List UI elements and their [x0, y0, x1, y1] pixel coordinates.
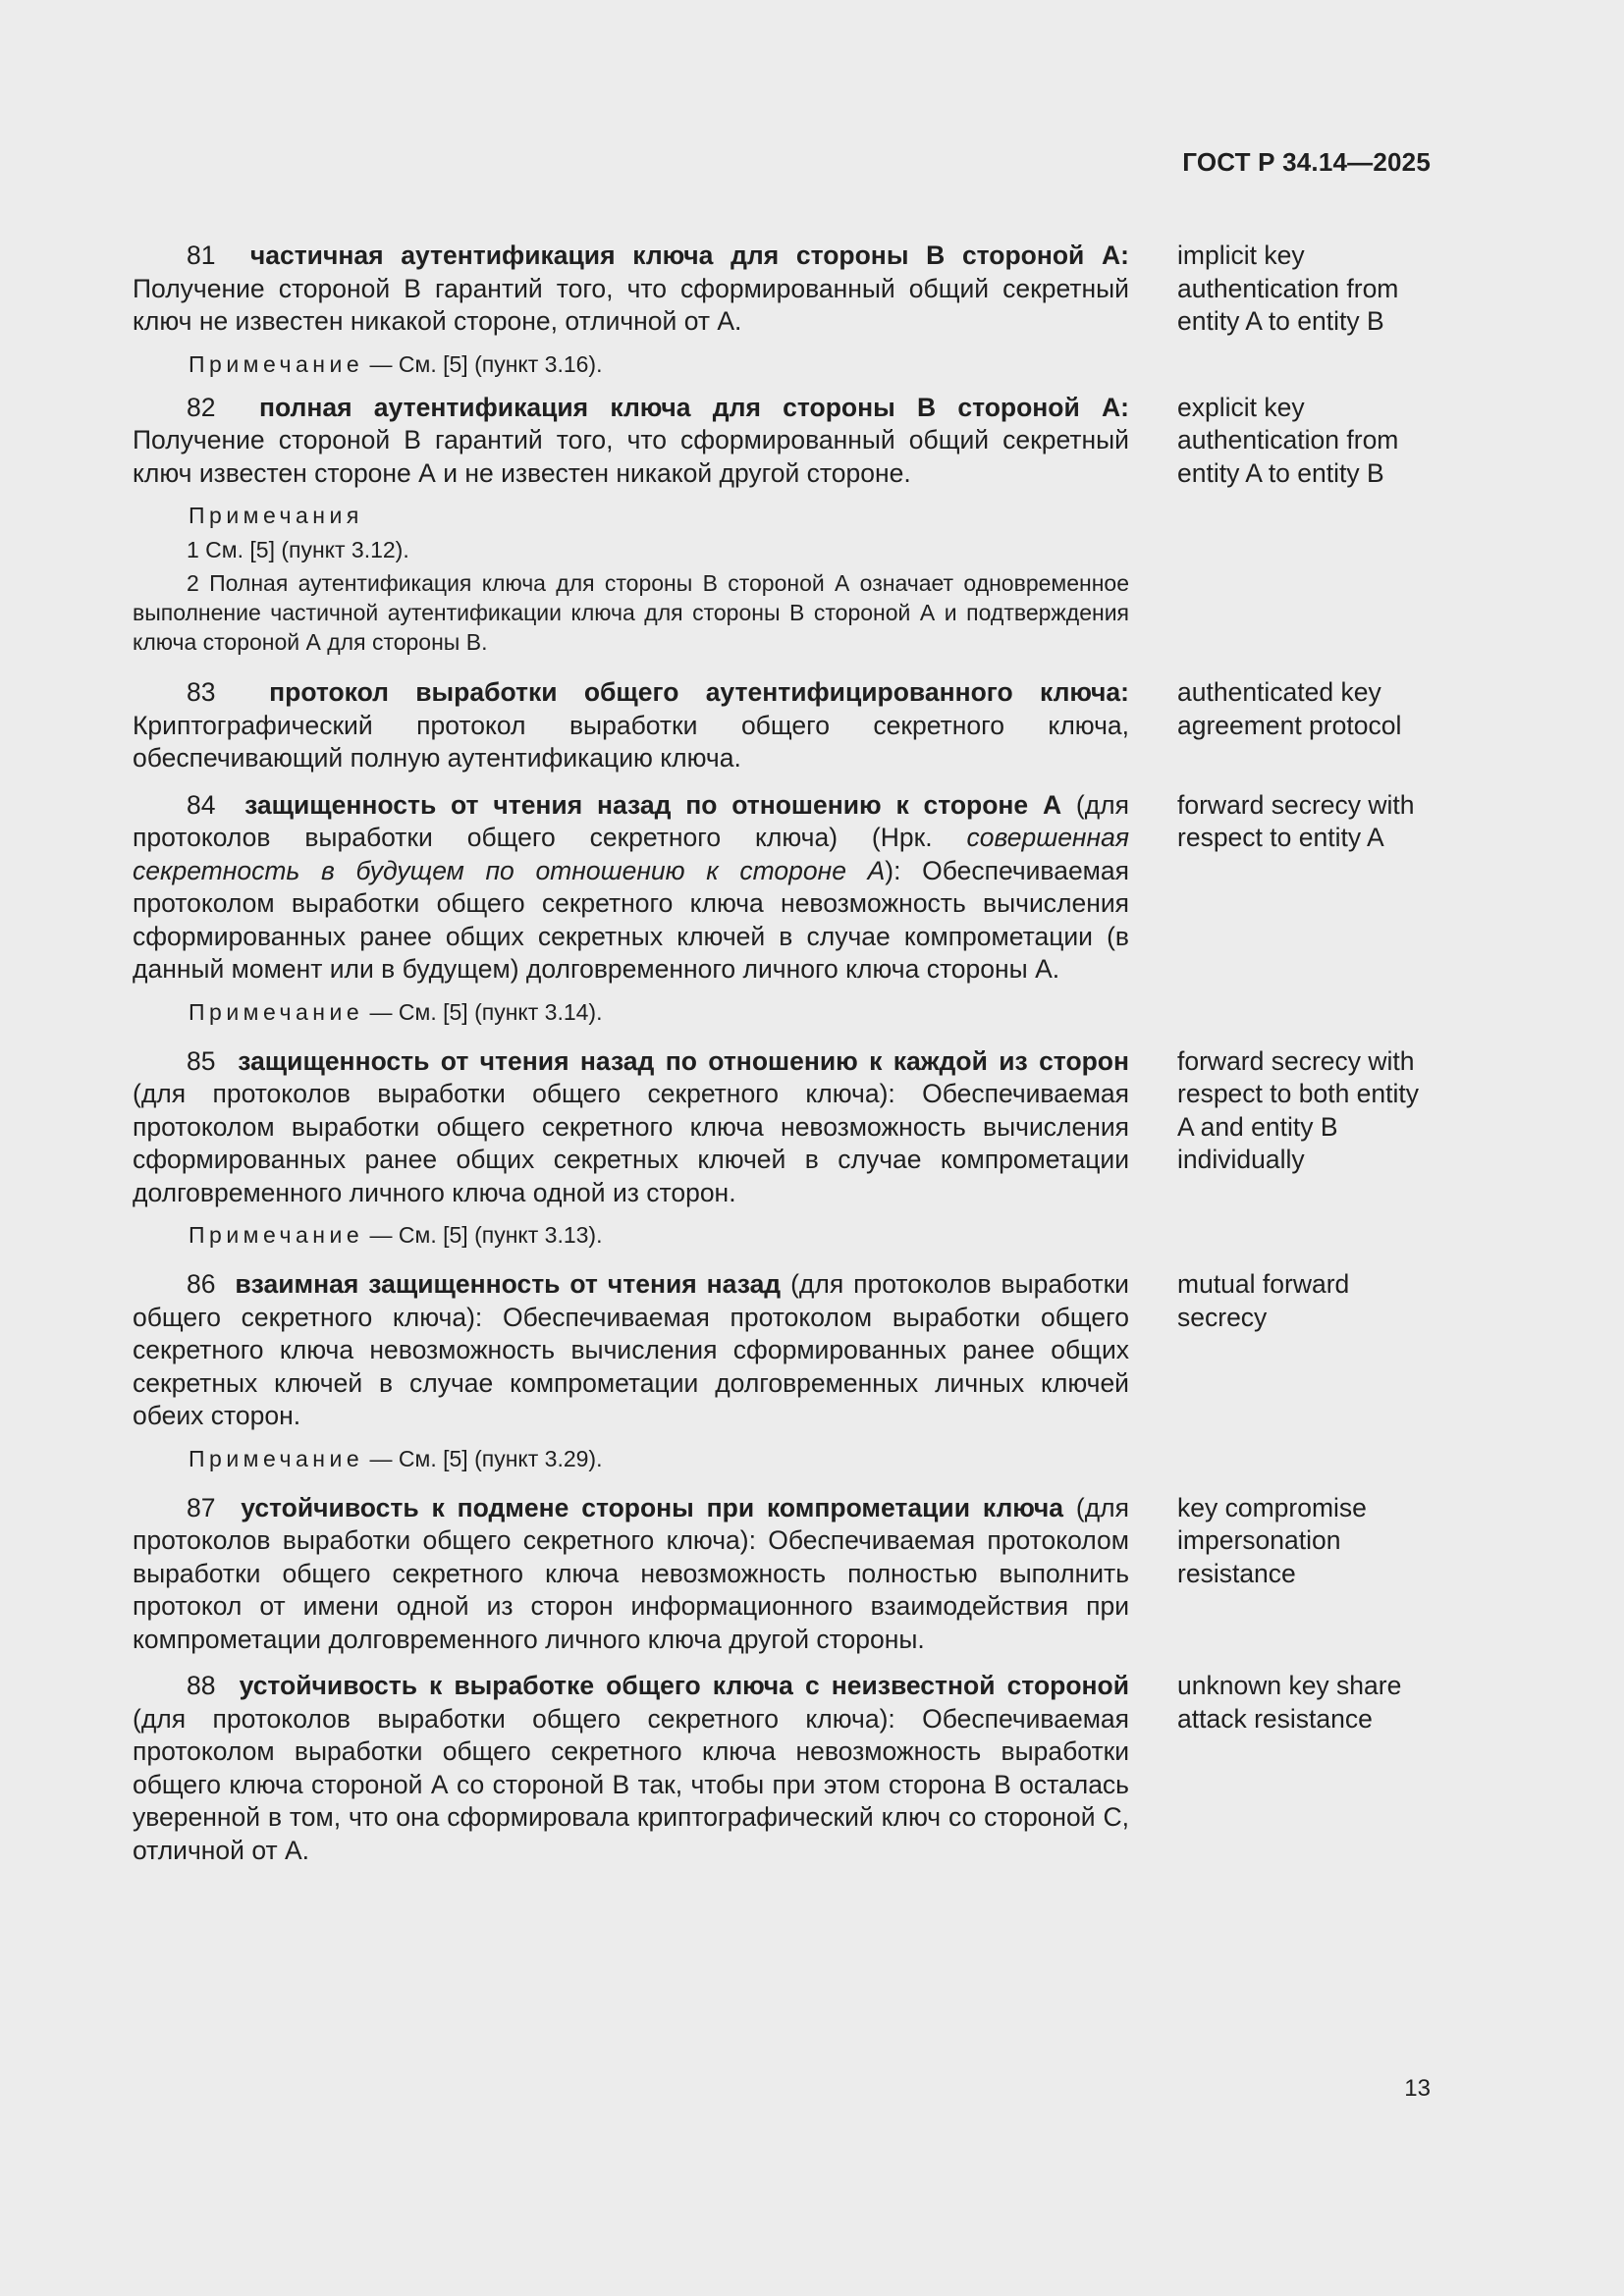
term-definition-ru [133, 789, 1129, 987]
term-title: защищенность от чтения назад по отношению к каждой из сторон [238, 1045, 1130, 1076]
term-definition-ru [133, 1492, 1129, 1657]
term-definition-ru [133, 1268, 1129, 1433]
term-english: forward secrecy with respect to both entity A and entity B individually [1177, 1045, 1420, 1174]
term-title: устойчивость к выработке общего ключа с неизвестной стороной [239, 1671, 1129, 1700]
note-81 [133, 350, 1129, 378]
term-definition-text: ): Обеспечиваемая протоколом выработки общего секретного ключа невозможность вычисления сформированных ранее общих секретных ключей в случае компрометации (в данный момент или в будущем) долговременного личного ключа стороны А. [133, 855, 1129, 984]
term-definition-text: (для протоколов выработки общего секретного ключа): Обеспечиваемая протоколом выработки общего секретного ключа невозможность вычисления сформированных ранее общих секретных ключей в случае компрометации долговременных личных ключей обеих сторон. [133, 1269, 1129, 1430]
term-definition-ru [133, 1045, 1129, 1210]
note-text: 2 Полная аутентификация ключа для стороны В стороной А означает одновременное выполнение частичной аутентификации ключа для стороны В стороной А и подтверждения ключа стороной А для стороны В. [133, 570, 1129, 655]
term-number: 87 [187, 1492, 216, 1522]
note-label: Примечание [189, 1222, 364, 1248]
note-label: Примечание [189, 350, 364, 377]
note-label: Примечание [189, 1445, 364, 1471]
term-number: 84 [187, 789, 216, 820]
page-number: 13 [1404, 2075, 1431, 2102]
term-entry-85 [133, 1045, 1438, 1210]
term-definition-ru [133, 392, 1129, 491]
term-title: протокол выработки общего аутентифицированного ключа: [269, 677, 1129, 707]
term-number: 85 [187, 1045, 216, 1076]
term-definition-ru [133, 1670, 1129, 1867]
term-number: 86 [187, 1269, 216, 1299]
term-entry-88 [133, 1670, 1438, 1867]
term-definition-text: Криптографический протокол выработки общего секретного ключа, обеспечивающий полную аутентификацию ключа. [133, 710, 1129, 773]
term-number: 83 [187, 677, 216, 707]
term-entry-82 [133, 392, 1438, 491]
term-english: key compromise impersonation resistance [1177, 1492, 1367, 1588]
term-title: взаимная защищенность от чтения назад [235, 1269, 782, 1299]
note-82-item-1: 1 См. [5] (пункт 3.12). [187, 537, 409, 562]
term-english: authenticated key agreement protocol [1177, 677, 1402, 740]
notes-82-label [133, 502, 1129, 529]
note-text: — См. [5] (пункт 3.29). [363, 1445, 603, 1471]
note-label: Примечания [189, 503, 363, 528]
term-title: устойчивость к подмене стороны при компрометации ключа [241, 1492, 1064, 1522]
term-title: полная аутентификация ключа для стороны В стороной А: [258, 392, 1129, 422]
term-definition-text: (для протоколов выработки общего секретного ключа): Обеспечиваемая протоколом выработки общего секретного ключа невозможность выработки общего ключа стороной А со стороной В так, чтобы при этом сторона В осталась уверенной в том, что она сформировала криптографический ключ со стороной С, отличной от А. [133, 1703, 1129, 1865]
terms-list [133, 240, 1438, 1867]
term-english: mutual forward secrecy [1177, 1269, 1350, 1332]
term-entry-87 [133, 1492, 1438, 1657]
note-84 [133, 998, 1129, 1026]
document-header: ГОСТ Р 34.14—2025 [1182, 147, 1431, 177]
note-label: Примечание [189, 998, 364, 1025]
note-text: — См. [5] (пункт 3.16). [363, 350, 603, 377]
term-entry-84 [133, 789, 1438, 987]
note-text: — См. [5] (пункт 3.14). [363, 998, 603, 1025]
term-entry-83 [133, 676, 1438, 775]
term-number: 81 [187, 240, 216, 270]
note-85 [133, 1221, 1129, 1249]
term-definition-ru [133, 240, 1129, 339]
term-english: unknown key share attack resistance [1177, 1671, 1402, 1734]
term-definition-text: (для протоколов выработки общего секретного ключа): Обеспечиваемая протоколом выработки общего секретного ключа невозможность вычисления сформированных ранее общих секретных ключей в случае компрометации долговременного личного ключа одной из сторон. [133, 1079, 1129, 1207]
term-entry-81 [133, 240, 1438, 339]
term-title: защищенность от чтения назад по отношению к стороне А [244, 789, 1062, 820]
term-english: explicit key authentication from entity A to entity B [1177, 392, 1399, 488]
note-text: — См. [5] (пункт 3.13). [363, 1222, 603, 1248]
term-title: частичная аутентификация ключа для стороны В стороной А: [249, 240, 1129, 270]
term-english: forward secrecy with respect to entity A [1177, 789, 1415, 852]
note-86 [133, 1445, 1129, 1472]
term-definition-text: Получение стороной В гарантий того, что сформированный общий секретный ключ не известен никакой стороне, отличной от А. [133, 273, 1129, 336]
term-english: implicit key authentication from entity A to entity B [1177, 240, 1399, 336]
term-definition-ru [133, 676, 1129, 775]
term-number: 88 [187, 1671, 216, 1700]
note-82-item-2 [133, 568, 1129, 657]
term-definition-text: (для протоколов выработки общего секретного ключа): Обеспечиваемая протоколом выработки общего секретного ключа невозможность полностью выполнить протокол от имени одной из сторон информационного взаимодействия при компрометации долговременного личного ключа другой стороны. [133, 1492, 1129, 1654]
term-definition-text: (для протоколов выработки общего секретного ключа) (Нрк. [133, 789, 1129, 852]
term-number: 82 [187, 392, 216, 422]
term-definition-text: Получение стороной В гарантий того, что сформированный общий секретный ключ известен стороне А и не известен никакой другой стороне. [133, 425, 1129, 488]
term-deprecated-synonym: совершенная секретность в будущем по отношению к стороне А [133, 823, 1129, 885]
term-entry-86 [133, 1268, 1438, 1433]
